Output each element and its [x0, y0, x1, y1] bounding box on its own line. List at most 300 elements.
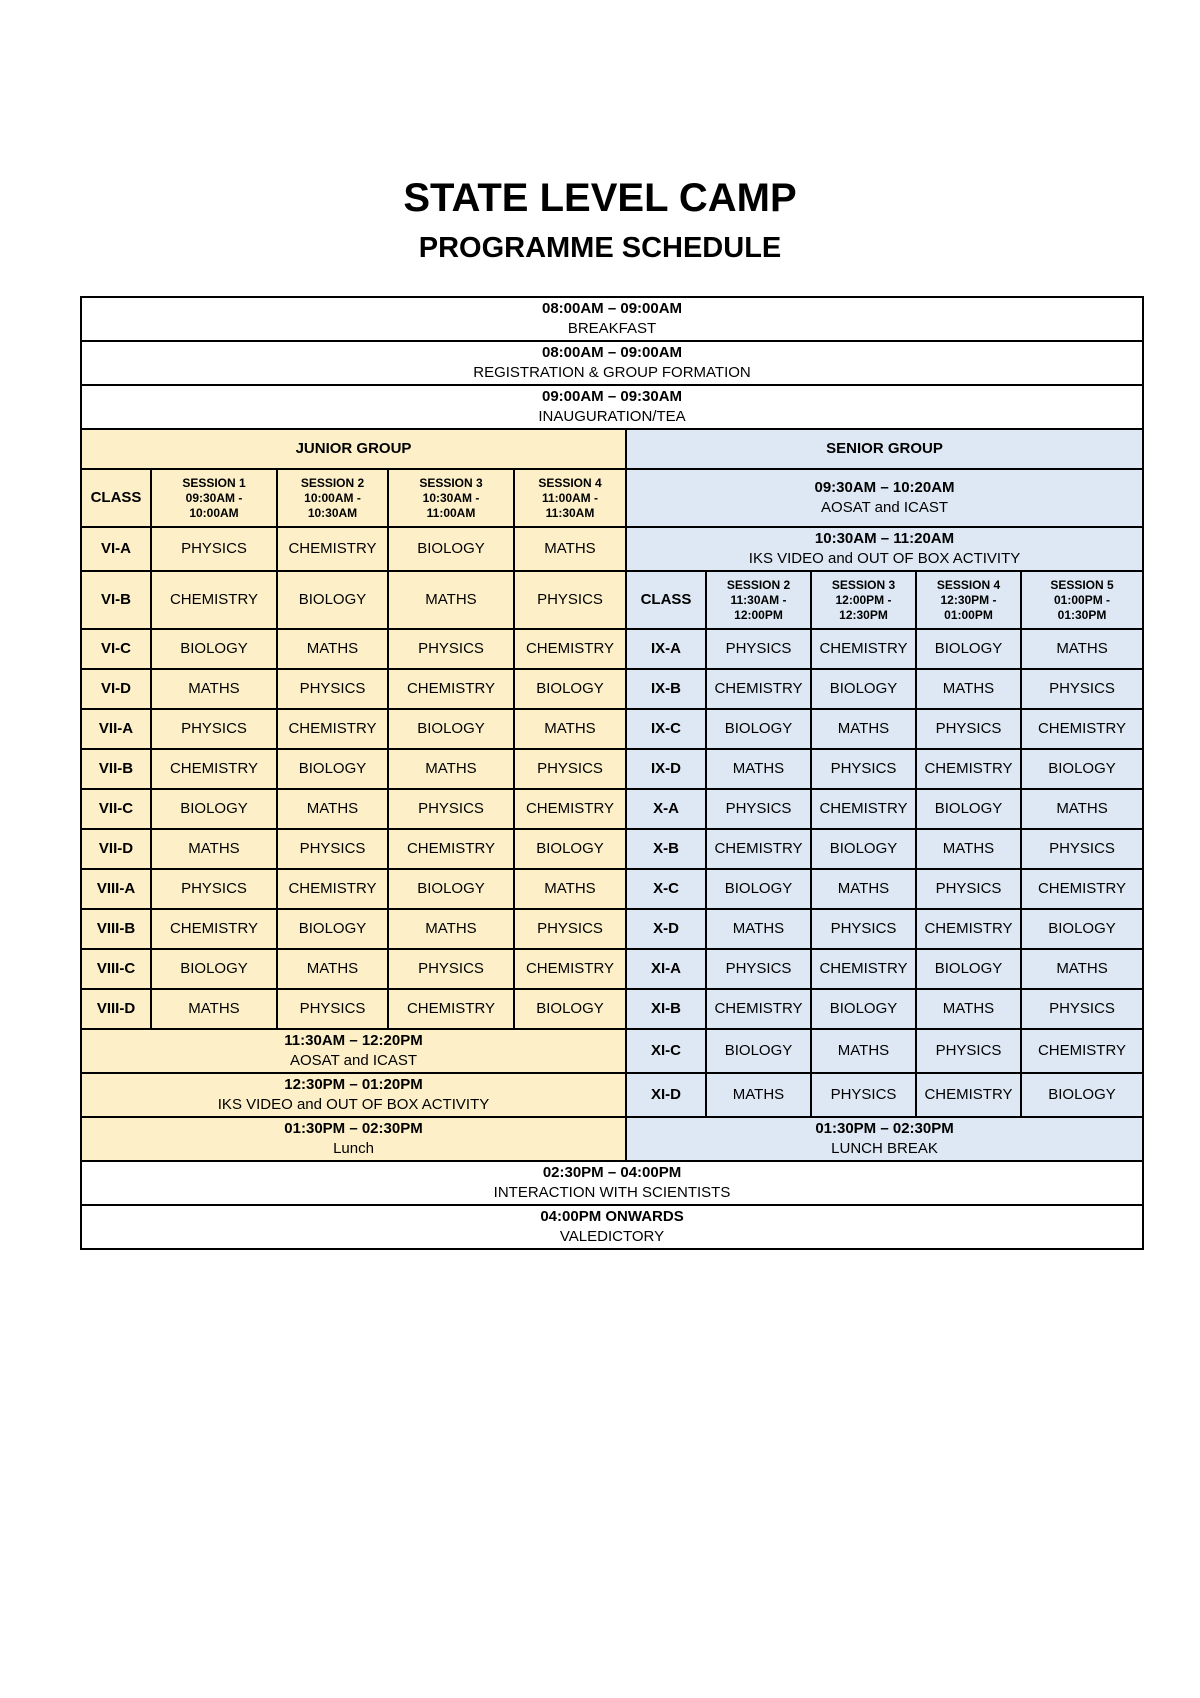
session-time-end: 10:00AM — [189, 505, 239, 520]
slot-event: INTERACTION WITH SCIENTISTS — [493, 1184, 731, 1201]
slot-time: 10:30AM – 11:20AM — [814, 530, 955, 547]
junior-session-header — [514, 469, 626, 527]
subject-label: CHEMISTRY — [1037, 1042, 1127, 1059]
session-time-end: 01:30PM — [1057, 607, 1107, 622]
session-time-end: 01:00PM — [944, 607, 993, 622]
senior-subject-cell — [916, 909, 1021, 949]
junior-class-cell — [81, 629, 151, 669]
class-label: X-B — [653, 840, 679, 857]
subject-label: BIOLOGY — [724, 880, 793, 897]
subject-label: PHYSICS — [418, 640, 484, 657]
subject-label: PHYSICS — [1049, 1000, 1115, 1017]
junior-subject-cell — [514, 571, 626, 629]
table-row — [81, 429, 1143, 469]
subject-label: CHEMISTRY — [525, 800, 615, 817]
subject-label: MATHS — [544, 540, 596, 557]
slot-time: 01:30PM – 02:30PM — [815, 1120, 954, 1137]
senior-subject-cell — [811, 909, 916, 949]
senior-subject-cell — [1021, 789, 1143, 829]
subject-label: CHEMISTRY — [714, 840, 803, 857]
class-label: IX-A — [651, 640, 681, 657]
subject-label: CHEMISTRY — [406, 840, 496, 857]
junior-class-cell — [81, 571, 151, 629]
subject-label: BIOLOGY — [1048, 920, 1116, 937]
subject-label: PHYSICS — [935, 1042, 1002, 1059]
slot-event: Lunch — [333, 1140, 374, 1157]
senior-subject-cell — [1021, 749, 1143, 789]
senior-class-header — [626, 571, 706, 629]
junior-subject-cell — [277, 869, 388, 909]
subject-label: MATHS — [188, 680, 240, 697]
senior-class-cell — [626, 949, 706, 989]
subject-label: MATHS — [942, 840, 995, 857]
table-row — [81, 989, 1143, 1029]
subject-label: CHEMISTRY — [924, 920, 1013, 937]
senior-subject-cell — [916, 989, 1021, 1029]
class-label: XI-A — [651, 960, 681, 977]
table-row — [81, 527, 1143, 571]
junior-subject-cell — [151, 709, 277, 749]
subject-label: CHEMISTRY — [1037, 880, 1127, 897]
session-time: 10:00AM - — [304, 490, 361, 505]
session-name: SESSION 4 — [936, 577, 1001, 592]
class-label: XI-B — [651, 1000, 681, 1017]
junior-class-cell — [81, 669, 151, 709]
subject-label: MATHS — [837, 720, 890, 737]
subject-label: BIOLOGY — [934, 960, 1003, 977]
junior-subject-cell — [151, 989, 277, 1029]
subject-label: PHYSICS — [935, 880, 1002, 897]
class-header-label: CLASS — [640, 591, 692, 608]
senior-subject-cell — [811, 829, 916, 869]
junior-subject-cell — [388, 989, 514, 1029]
subject-label: PHYSICS — [935, 720, 1002, 737]
subject-label: MATHS — [732, 1086, 785, 1103]
senior-subject-cell — [811, 949, 916, 989]
session-name: SESSION 1 — [182, 475, 246, 490]
table-row — [81, 1073, 1143, 1117]
junior-class-cell — [81, 869, 151, 909]
senior-subject-cell — [916, 709, 1021, 749]
junior-subject-cell — [277, 949, 388, 989]
junior-slot — [81, 1073, 626, 1117]
senior-subject-cell — [811, 989, 916, 1029]
junior-subject-cell — [514, 789, 626, 829]
junior-subject-cell — [388, 709, 514, 749]
subject-label: BIOLOGY — [180, 800, 248, 817]
senior-subject-cell — [1021, 709, 1143, 749]
slot-event: VALEDICTORY — [559, 1228, 665, 1245]
junior-class-cell — [81, 989, 151, 1029]
junior-subject-cell — [277, 669, 388, 709]
session-name: SESSION 2 — [726, 577, 791, 592]
subject-label: MATHS — [942, 680, 995, 697]
program-slot — [81, 385, 1143, 429]
junior-class-cell — [81, 829, 151, 869]
slot-event: IKS VIDEO and OUT OF BOX ACTIVITY — [748, 550, 1021, 567]
junior-class-header — [81, 469, 151, 527]
subject-label: CHEMISTRY — [406, 1000, 496, 1017]
class-label: XI-C — [651, 1042, 681, 1059]
session-time-end: 12:30PM — [839, 607, 888, 622]
junior-subject-cell — [277, 789, 388, 829]
junior-subject-cell — [388, 869, 514, 909]
senior-subject-cell — [706, 749, 811, 789]
slot-time: 02:30PM – 04:00PM — [542, 1164, 682, 1181]
junior-subject-cell — [151, 629, 277, 669]
subject-label: CHEMISTRY — [406, 680, 496, 697]
session-time-end: 11:30AM — [545, 505, 595, 520]
senior-subject-cell — [706, 1029, 811, 1073]
subject-label: BIOLOGY — [298, 591, 367, 608]
senior-session-header — [1021, 571, 1143, 629]
subject-label: CHEMISTRY — [169, 760, 259, 777]
junior-subject-cell — [277, 989, 388, 1029]
junior-subject-cell — [388, 571, 514, 629]
class-label: X-D — [653, 920, 679, 937]
junior-subject-cell — [514, 669, 626, 709]
junior-slot — [81, 1117, 626, 1161]
subject-label: CHEMISTRY — [819, 960, 908, 977]
senior-subject-cell — [1021, 829, 1143, 869]
junior-subject-cell — [151, 829, 277, 869]
junior-subject-cell — [277, 709, 388, 749]
senior-subject-cell — [1021, 1029, 1143, 1073]
senior-subject-cell — [811, 1073, 916, 1117]
program-slot — [81, 341, 1143, 385]
junior-subject-cell — [151, 749, 277, 789]
subject-label: BIOLOGY — [829, 1000, 898, 1017]
subject-label: BIOLOGY — [829, 680, 898, 697]
table-row — [81, 1117, 1143, 1161]
program-slot — [81, 1205, 1143, 1249]
senior-class-cell — [626, 989, 706, 1029]
junior-subject-cell — [151, 669, 277, 709]
junior-subject-cell — [514, 949, 626, 989]
junior-subject-cell — [514, 829, 626, 869]
session-time-end: 11:00AM — [426, 505, 476, 520]
schedule-table — [80, 296, 1144, 1250]
junior-subject-cell — [151, 949, 277, 989]
table-row — [81, 669, 1143, 709]
subject-label: PHYSICS — [830, 920, 897, 937]
class-label: VI-A — [101, 540, 131, 557]
table-row — [81, 909, 1143, 949]
table-row — [81, 1161, 1143, 1205]
junior-subject-cell — [151, 909, 277, 949]
page-subtitle: PROGRAMME SCHEDULE — [418, 232, 782, 264]
table-row — [81, 869, 1143, 909]
subject-label: MATHS — [425, 760, 477, 777]
junior-subject-cell — [388, 669, 514, 709]
subject-label: BIOLOGY — [180, 960, 248, 977]
junior-subject-cell — [514, 527, 626, 571]
senior-subject-cell — [916, 869, 1021, 909]
junior-subject-cell — [388, 909, 514, 949]
senior-subject-cell — [811, 1029, 916, 1073]
junior-subject-cell — [514, 989, 626, 1029]
senior-class-cell — [626, 1029, 706, 1073]
subject-label: PHYSICS — [830, 760, 897, 777]
class-header-label: CLASS — [90, 489, 142, 506]
subject-label: MATHS — [732, 920, 785, 937]
subject-label: BIOLOGY — [536, 1000, 604, 1017]
senior-class-cell — [626, 869, 706, 909]
subject-label: MATHS — [425, 920, 477, 937]
subject-label: BIOLOGY — [1048, 760, 1116, 777]
class-label: VI-C — [101, 640, 131, 657]
class-label: IX-C — [651, 720, 681, 737]
junior-class-cell — [81, 789, 151, 829]
senior-subject-cell — [1021, 1073, 1143, 1117]
session-name: SESSION 3 — [831, 577, 896, 592]
subject-label: PHYSICS — [181, 540, 247, 557]
senior-class-cell — [626, 789, 706, 829]
subject-label: BIOLOGY — [417, 720, 485, 737]
subject-label: PHYSICS — [418, 960, 484, 977]
subject-label: MATHS — [544, 720, 596, 737]
session-time-end: 10:30AM — [307, 505, 358, 520]
session-name: SESSION 2 — [300, 475, 365, 490]
senior-subject-cell — [706, 629, 811, 669]
senior-subject-cell — [1021, 909, 1143, 949]
table-row — [81, 297, 1143, 341]
senior-slot — [626, 527, 1143, 571]
subject-label: BIOLOGY — [829, 840, 898, 857]
table-row — [81, 949, 1143, 989]
junior-subject-cell — [388, 629, 514, 669]
slot-event: IKS VIDEO and OUT OF BOX ACTIVITY — [217, 1096, 490, 1113]
senior-subject-cell — [706, 989, 811, 1029]
subject-label: MATHS — [188, 1000, 240, 1017]
subject-label: CHEMISTRY — [1037, 720, 1127, 737]
session-name: SESSION 3 — [419, 475, 483, 490]
subject-label: BIOLOGY — [724, 1042, 793, 1059]
slot-time: 09:00AM – 09:30AM — [541, 388, 683, 405]
senior-subject-cell — [1021, 869, 1143, 909]
senior-subject-cell — [811, 749, 916, 789]
subject-label: CHEMISTRY — [714, 1000, 803, 1017]
class-label: VI-B — [101, 591, 131, 608]
senior-subject-cell — [811, 669, 916, 709]
subject-label: MATHS — [1056, 960, 1108, 977]
table-row — [81, 709, 1143, 749]
page-title: STATE LEVEL CAMP — [403, 176, 797, 220]
subject-label: CHEMISTRY — [819, 640, 908, 657]
subject-label: BIOLOGY — [417, 540, 485, 557]
subject-label: MATHS — [425, 591, 477, 608]
class-label: VIII-B — [96, 920, 136, 937]
senior-session-header — [916, 571, 1021, 629]
subject-label: CHEMISTRY — [924, 760, 1013, 777]
junior-session-header — [388, 469, 514, 527]
senior-slot — [626, 1117, 1143, 1161]
junior-subject-cell — [277, 527, 388, 571]
table-row — [81, 829, 1143, 869]
subject-label: BIOLOGY — [298, 760, 367, 777]
junior-subject-cell — [388, 749, 514, 789]
session-time: 10:30AM - — [422, 490, 480, 505]
program-slot — [81, 297, 1143, 341]
subject-label: MATHS — [942, 1000, 995, 1017]
junior-subject-cell — [388, 829, 514, 869]
subject-label: CHEMISTRY — [288, 540, 377, 557]
senior-class-cell — [626, 829, 706, 869]
table-row — [81, 749, 1143, 789]
junior-subject-cell — [151, 571, 277, 629]
junior-class-cell — [81, 949, 151, 989]
junior-subject-cell — [277, 629, 388, 669]
subject-label: PHYSICS — [299, 680, 366, 697]
table-row — [81, 341, 1143, 385]
subject-label: PHYSICS — [181, 720, 247, 737]
slot-time: 08:00AM – 09:00AM — [541, 344, 683, 361]
senior-class-cell — [626, 709, 706, 749]
senior-subject-cell — [916, 829, 1021, 869]
senior-subject-cell — [1021, 989, 1143, 1029]
senior-subject-cell — [811, 709, 916, 749]
senior-subject-cell — [1021, 629, 1143, 669]
session-time-end: 12:00PM — [734, 607, 783, 622]
table-row — [81, 629, 1143, 669]
senior-subject-cell — [916, 749, 1021, 789]
subject-label: PHYSICS — [725, 640, 792, 657]
subject-label: BIOLOGY — [934, 800, 1003, 817]
subject-label: MATHS — [306, 800, 359, 817]
junior-subject-cell — [388, 789, 514, 829]
subject-label: PHYSICS — [299, 1000, 366, 1017]
class-label: VII-A — [98, 720, 134, 737]
subject-label: BIOLOGY — [1048, 1086, 1116, 1103]
class-label: X-A — [653, 800, 679, 817]
slot-time: 01:30PM – 02:30PM — [284, 1120, 423, 1137]
class-label: VIII-D — [96, 1000, 136, 1017]
subject-label: MATHS — [544, 880, 596, 897]
junior-class-cell — [81, 527, 151, 571]
subject-label: BIOLOGY — [934, 640, 1003, 657]
subject-label: CHEMISTRY — [924, 1086, 1013, 1103]
subject-label: BIOLOGY — [417, 880, 485, 897]
senior-session-header — [706, 571, 811, 629]
table-row — [81, 571, 1143, 629]
subject-label: CHEMISTRY — [819, 800, 908, 817]
senior-subject-cell — [706, 1073, 811, 1117]
junior-subject-cell — [277, 749, 388, 789]
senior-subject-cell — [706, 909, 811, 949]
slot-time: 11:30AM – 12:20PM — [284, 1032, 423, 1049]
subject-label: CHEMISTRY — [288, 880, 377, 897]
subject-label: MATHS — [306, 960, 359, 977]
senior-subject-cell — [916, 669, 1021, 709]
class-label: VII-B — [98, 760, 134, 777]
senior-subject-cell — [916, 629, 1021, 669]
subject-label: PHYSICS — [537, 760, 603, 777]
senior-class-cell — [626, 1073, 706, 1117]
class-label: XI-D — [651, 1086, 681, 1103]
senior-subject-cell — [916, 949, 1021, 989]
table-row — [81, 385, 1143, 429]
junior-session-header — [151, 469, 277, 527]
class-label: IX-D — [651, 760, 681, 777]
senior-subject-cell — [706, 949, 811, 989]
slot-event: AOSAT and ICAST — [821, 499, 949, 516]
senior-group-label: SENIOR GROUP — [826, 440, 943, 457]
junior-class-cell — [81, 709, 151, 749]
slot-time: 09:30AM – 10:20AM — [814, 479, 955, 496]
table-row — [81, 469, 1143, 527]
senior-subject-cell — [916, 1073, 1021, 1117]
subject-label: CHEMISTRY — [525, 640, 615, 657]
class-label: VI-D — [101, 680, 131, 697]
junior-group-label: JUNIOR GROUP — [295, 440, 412, 457]
slot-event: BREAKFAST — [567, 320, 657, 337]
schedule-body — [81, 297, 1143, 1249]
senior-subject-cell — [706, 709, 811, 749]
junior-subject-cell — [514, 709, 626, 749]
slot-event: AOSAT and ICAST — [290, 1052, 417, 1069]
subject-label: BIOLOGY — [298, 920, 367, 937]
subject-label: MATHS — [837, 880, 890, 897]
subject-label: MATHS — [188, 840, 240, 857]
junior-subject-cell — [388, 949, 514, 989]
subject-label: BIOLOGY — [536, 680, 604, 697]
subject-label: MATHS — [1056, 640, 1108, 657]
junior-subject-cell — [277, 909, 388, 949]
subject-label: BIOLOGY — [180, 640, 248, 657]
senior-subject-cell — [916, 789, 1021, 829]
junior-subject-cell — [514, 909, 626, 949]
subject-label: CHEMISTRY — [525, 960, 615, 977]
junior-class-cell — [81, 909, 151, 949]
senior-session-header — [811, 571, 916, 629]
senior-subject-cell — [706, 829, 811, 869]
junior-subject-cell — [151, 789, 277, 829]
slot-event: REGISTRATION & GROUP FORMATION — [473, 364, 751, 381]
senior-subject-cell — [811, 869, 916, 909]
subject-label: PHYSICS — [299, 840, 366, 857]
subject-label: MATHS — [732, 760, 785, 777]
subject-label: PHYSICS — [725, 960, 792, 977]
subject-label: CHEMISTRY — [169, 591, 259, 608]
senior-class-cell — [626, 629, 706, 669]
session-name: SESSION 5 — [1050, 577, 1114, 592]
senior-subject-cell — [706, 669, 811, 709]
senior-subject-cell — [1021, 669, 1143, 709]
junior-subject-cell — [277, 571, 388, 629]
subject-label: PHYSICS — [830, 1086, 897, 1103]
slot-time: 08:00AM – 09:00AM — [541, 300, 683, 317]
slot-time: 04:00PM ONWARDS — [540, 1208, 684, 1225]
table-row — [81, 1029, 1143, 1073]
senior-subject-cell — [706, 789, 811, 829]
subject-label: PHYSICS — [537, 591, 603, 608]
senior-subject-cell — [706, 869, 811, 909]
junior-subject-cell — [151, 527, 277, 571]
program-slot — [81, 1161, 1143, 1205]
junior-slot — [81, 1029, 626, 1073]
subject-label: CHEMISTRY — [288, 720, 377, 737]
junior-subject-cell — [388, 527, 514, 571]
class-label: VII-D — [98, 840, 134, 857]
subject-label: MATHS — [1056, 800, 1108, 817]
junior-group-header — [81, 429, 626, 469]
senior-group-header — [626, 429, 1143, 469]
subject-label: BIOLOGY — [536, 840, 604, 857]
subject-label: BIOLOGY — [724, 720, 793, 737]
junior-session-header — [277, 469, 388, 527]
senior-subject-cell — [916, 1029, 1021, 1073]
session-time: 09:30AM - — [185, 490, 243, 505]
